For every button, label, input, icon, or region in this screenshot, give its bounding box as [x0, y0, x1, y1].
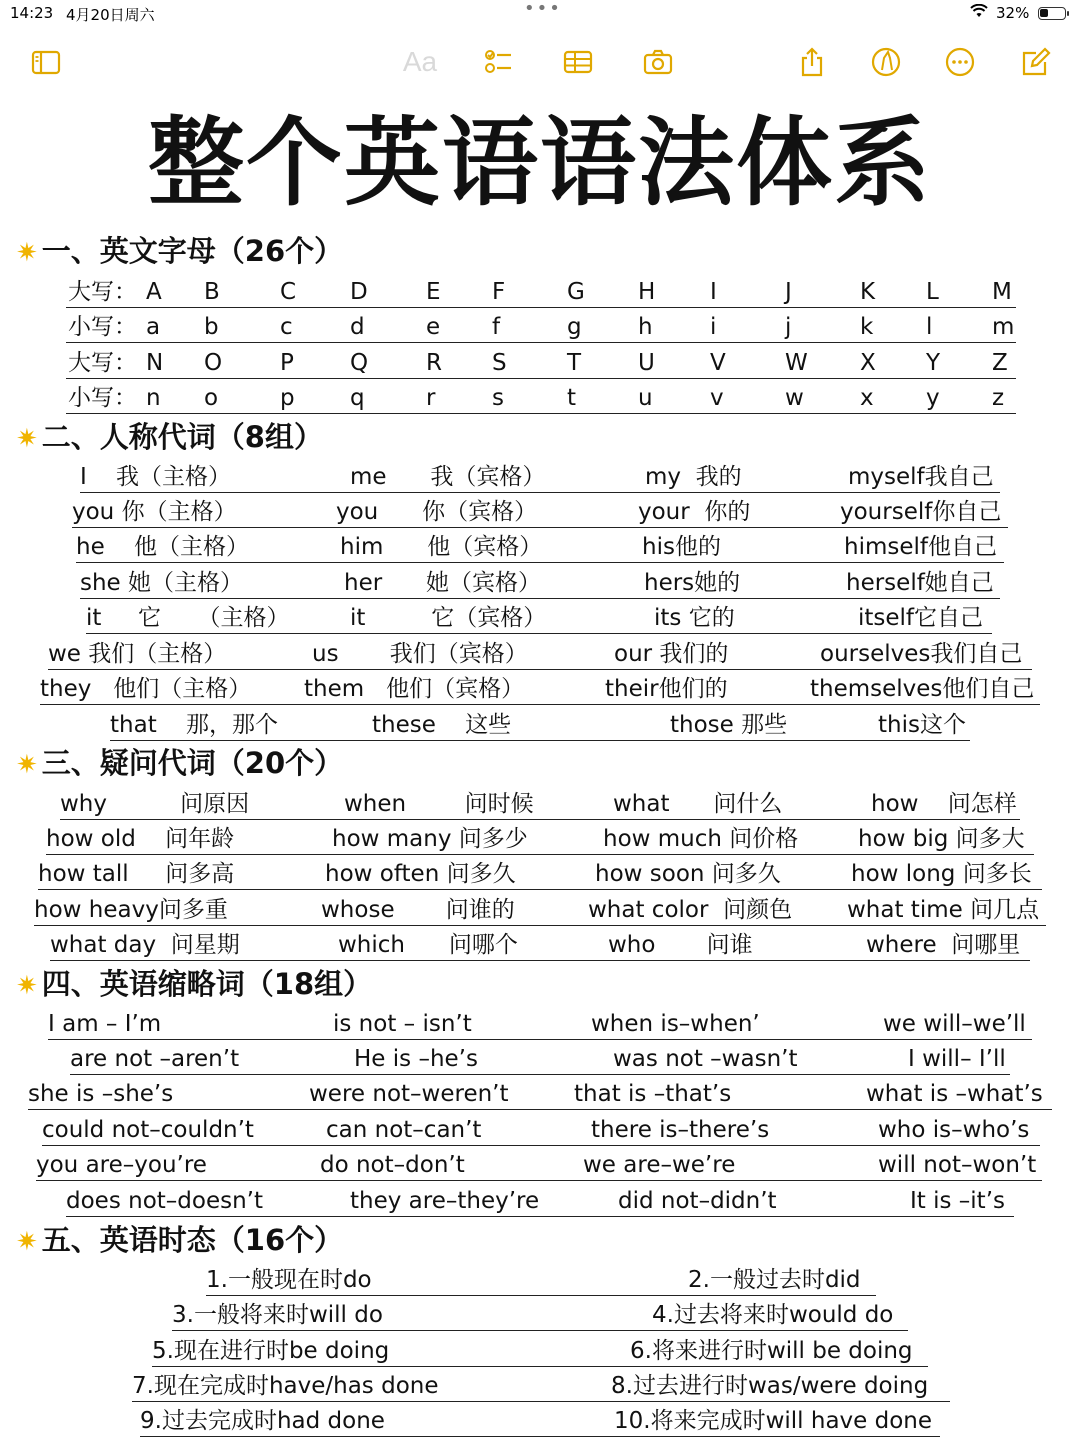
table-cell: myself我自己: [848, 464, 994, 490]
alphabet-letter: x: [860, 385, 874, 411]
checklist-icon[interactable]: [478, 42, 518, 82]
table-cell: did not–didn’t: [618, 1188, 777, 1214]
table-cell: my 我的: [645, 464, 742, 490]
alphabet-letter: M: [992, 279, 1012, 305]
table-cell: do not–don’t: [320, 1152, 465, 1178]
alphabet-letter: w: [785, 385, 804, 411]
underline: [36, 1180, 1042, 1181]
table-cell: how old 问年龄: [46, 826, 235, 852]
text-format-icon[interactable]: Aa: [402, 46, 438, 77]
table-cell: what time 问几点: [847, 897, 1040, 923]
status-time: 14:23: [10, 4, 54, 22]
underline: [48, 1039, 1032, 1040]
alphabet-letter: A: [146, 279, 162, 305]
table-cell: whose 问谁的: [321, 897, 515, 923]
table-cell: was not –wasn’t: [613, 1046, 798, 1072]
table-cell: there is–there’s: [591, 1117, 770, 1143]
alphabet-letter: E: [426, 279, 441, 305]
table-row: [0, 530, 1080, 565]
underline: [80, 598, 1000, 599]
underline: [172, 1330, 908, 1331]
table-row: [0, 1263, 1080, 1298]
underline: [86, 633, 992, 634]
table-row: [0, 310, 1080, 345]
table-row: [0, 1369, 1080, 1404]
table-cell: our 我们的: [614, 641, 729, 667]
camera-icon[interactable]: [638, 42, 678, 82]
table-row: [0, 672, 1080, 707]
table-cell: who is–who’s: [878, 1117, 1030, 1143]
alphabet-letter: s: [492, 385, 504, 411]
table-cell: does not–doesn’t: [66, 1188, 263, 1214]
alphabet-letter: v: [710, 385, 724, 411]
underline: [72, 527, 1008, 528]
star-icon: ✷: [16, 971, 38, 1001]
alphabet-letter: e: [426, 314, 441, 340]
alphabet-letter: b: [204, 314, 219, 340]
table-cell: I am – I’m: [48, 1011, 162, 1037]
table-cell: what is –what’s: [866, 1081, 1043, 1107]
table-cell: will not–won’t: [878, 1152, 1037, 1178]
alphabet-letter: U: [638, 350, 655, 376]
underline: [50, 960, 1030, 961]
table-cell: what 问什么: [613, 791, 783, 817]
section-heading-pronouns: ✷ 二、人称代词（8组）: [16, 420, 323, 454]
table-cell: that is –that’s: [574, 1081, 732, 1107]
markup-pen-icon[interactable]: [866, 42, 906, 82]
table-row: [0, 822, 1080, 857]
table-cell: me 我（宾格）: [350, 464, 546, 490]
battery-percent: 32%: [996, 4, 1030, 22]
alphabet-letter: k: [860, 314, 874, 340]
table-row: [0, 381, 1080, 416]
underline: [38, 889, 1042, 890]
alphabet-letter: y: [926, 385, 940, 411]
star-icon: ✷: [16, 1227, 38, 1257]
table-row: [0, 1113, 1080, 1148]
note-title: 整个英语语法体系: [148, 107, 932, 219]
alphabet-letter: j: [785, 314, 792, 340]
underline: [34, 925, 1046, 926]
star-icon: ✷: [16, 238, 38, 268]
table-cell: yourself你自己: [840, 499, 1002, 525]
table-cell: how often 问多久: [325, 861, 516, 887]
tense-item: 8.过去进行时was/were doing: [611, 1373, 929, 1399]
alphabet-letter: n: [146, 385, 161, 411]
table-cell: how tall 问多高: [38, 861, 235, 887]
alphabet-row-label: 大写：: [68, 279, 137, 305]
table-cell: this这个: [878, 712, 966, 738]
alphabet-letter: D: [350, 279, 368, 305]
wifi-icon: [970, 3, 988, 22]
table-cell: how much 问价格: [603, 826, 799, 852]
table-cell: its 它的: [654, 605, 735, 631]
alphabet-row-label: 大写：: [68, 350, 137, 376]
alphabet-letter: Q: [350, 350, 369, 376]
table-cell: what day 问星期: [50, 932, 240, 958]
tense-item: 7.现在完成时have/has done: [132, 1373, 439, 1399]
table-cell: it 它（宾格）: [350, 605, 547, 631]
table-cell: how many 问多少: [332, 826, 528, 852]
alphabet-letter: c: [280, 314, 293, 340]
section-heading-tenses: ✷ 五、英语时态（16个）: [16, 1223, 344, 1257]
table-cell: I will– I’ll: [908, 1046, 1006, 1072]
tense-item: 5.现在进行时be doing: [152, 1338, 390, 1364]
alphabet-letter: l: [926, 314, 933, 340]
alphabet-letter: I: [710, 279, 717, 305]
multitasking-dots-icon[interactable]: •••: [524, 0, 562, 19]
underline: [46, 854, 1034, 855]
table-cell: he 他（主格）: [76, 534, 249, 560]
alphabet-letter: m: [992, 314, 1015, 340]
table-cell: you 你（主格）: [72, 499, 237, 525]
table-cell: his他的: [642, 534, 721, 560]
battery-icon: [1038, 7, 1066, 20]
underline: [110, 740, 970, 741]
more-icon[interactable]: [940, 42, 980, 82]
alphabet-letter: O: [204, 350, 223, 376]
alphabet-letter: Z: [992, 350, 1008, 376]
section-heading-contractions: ✷ 四、英语缩略词（18组）: [16, 967, 373, 1001]
table-cell: how soon 问多久: [595, 861, 781, 887]
table-row: [0, 857, 1080, 892]
table-cell: it 它 （主格）: [86, 605, 290, 631]
alphabet-row-label: 小写：: [68, 314, 137, 340]
alphabet-letter: h: [638, 314, 653, 340]
table-row: [0, 495, 1080, 530]
underline: [66, 378, 1016, 379]
tense-item: 2.一般过去时did: [688, 1267, 861, 1293]
table-cell: they 他们（主格）: [40, 676, 252, 702]
table-cell: those 那些: [670, 712, 788, 738]
table-cell: him 他（宾格）: [340, 534, 543, 560]
table-cell: her 她（宾格）: [344, 570, 542, 596]
table-cell: these 这些: [372, 712, 512, 738]
star-icon: ✷: [16, 424, 38, 454]
alphabet-letter: u: [638, 385, 653, 411]
alphabet-letter: p: [280, 385, 295, 411]
alphabet-letter: N: [146, 350, 164, 376]
table-cell: himself他自己: [844, 534, 997, 560]
table-cell: us 我们（宾格）: [312, 641, 528, 667]
underline: [40, 704, 1040, 705]
table-row: [0, 787, 1080, 822]
alphabet-letter: F: [492, 279, 506, 305]
alphabet-letter: S: [492, 350, 507, 376]
table-cell: where 问哪里: [866, 932, 1021, 958]
alphabet-letter: q: [350, 385, 365, 411]
tense-item: 10.将来完成时will have done: [614, 1408, 933, 1434]
underline: [42, 1145, 1040, 1146]
table-cell: when 问时候: [344, 791, 534, 817]
status-bar: [0, 0, 1080, 28]
table-cell: how 问怎样: [871, 791, 1017, 817]
alphabet-letter: z: [992, 385, 1005, 411]
table-row: [0, 1077, 1080, 1112]
table-row: [0, 1298, 1080, 1333]
table-cell: It is –it’s: [910, 1188, 1005, 1214]
alphabet-letter: a: [146, 314, 161, 340]
underline: [152, 1366, 928, 1367]
underline: [66, 307, 1016, 308]
table-cell: how long 问多长: [851, 861, 1032, 887]
alphabet-letter: L: [926, 279, 939, 305]
table-cell: they are–they’re: [350, 1188, 540, 1214]
table-row: [0, 346, 1080, 381]
table-cell: we will–we’ll: [883, 1011, 1026, 1037]
table-cell: are not –aren’t: [70, 1046, 240, 1072]
table-cell: is not – isn’t: [333, 1011, 472, 1037]
tense-item: 9.过去完成时had done: [140, 1408, 385, 1434]
underline: [28, 1109, 1052, 1110]
table-cell: she is –she’s: [28, 1081, 174, 1107]
table-cell: their他们的: [605, 676, 728, 702]
table-cell: them 他们（宾格）: [304, 676, 525, 702]
table-cell: themselves他们自己: [810, 676, 1035, 702]
underline: [140, 1436, 940, 1437]
alphabet-letter: K: [860, 279, 876, 305]
underline: [70, 1074, 1010, 1075]
tense-item: 4.过去将来时would do: [652, 1302, 894, 1328]
table-cell: why 问原因: [60, 791, 250, 817]
table-row: [0, 928, 1080, 963]
alphabet-letter: V: [710, 350, 726, 376]
underline: [76, 562, 1004, 563]
alphabet-letter: o: [204, 385, 219, 411]
table-cell: you 你（宾格）: [336, 499, 538, 525]
underline: [66, 342, 1016, 343]
table-cell: I 我（主格）: [80, 464, 232, 490]
alphabet-letter: t: [567, 385, 577, 411]
table-cell: hers她的: [644, 570, 741, 596]
section-heading-alphabet: ✷ 一、英文字母（26个）: [16, 234, 344, 268]
table-cell: when is–when’: [591, 1011, 760, 1037]
table-cell: could not–couldn’t: [42, 1117, 254, 1143]
table-cell: He is –he’s: [354, 1046, 478, 1072]
table-row: [0, 566, 1080, 601]
share-icon[interactable]: [792, 42, 832, 82]
underline: [60, 819, 1020, 820]
underline: [132, 1401, 950, 1402]
alphabet-letter: R: [426, 350, 442, 376]
alphabet-letter: C: [280, 279, 297, 305]
alphabet-letter: W: [785, 350, 808, 376]
table-row: [0, 1042, 1080, 1077]
alphabet-letter: H: [638, 279, 656, 305]
alphabet-row-label: 小写：: [68, 385, 137, 411]
table-cell: ourselves我们自己: [820, 641, 1023, 667]
table-cell: how heavy问多重: [34, 897, 228, 923]
underline: [66, 413, 1016, 414]
underline: [206, 1295, 876, 1296]
tense-item: 6.将来进行时will be doing: [630, 1338, 913, 1364]
alphabet-letter: P: [280, 350, 294, 376]
star-icon: ✷: [16, 750, 38, 780]
notes-toolbar: [0, 36, 1080, 86]
table-cell: we 我们（主格）: [48, 641, 227, 667]
underline: [48, 669, 1032, 670]
alphabet-letter: f: [492, 314, 501, 340]
sidebar-icon[interactable]: [26, 42, 66, 82]
alphabet-letter: G: [567, 279, 585, 305]
table-row: [0, 637, 1080, 672]
table-row: [0, 275, 1080, 310]
alphabet-letter: X: [860, 350, 876, 376]
section-heading-interrogatives: ✷ 三、疑问代词（20个）: [16, 746, 344, 780]
alphabet-letter: J: [785, 279, 792, 305]
alphabet-letter: T: [567, 350, 582, 376]
table-cell: we are–we’re: [583, 1152, 736, 1178]
compose-icon[interactable]: [1016, 42, 1056, 82]
table-cell: what color 问颜色: [588, 897, 793, 923]
table-cell: that 那，那个: [110, 712, 278, 738]
alphabet-letter: r: [426, 385, 436, 411]
alphabet-letter: d: [350, 314, 365, 340]
table-cell: itself它自己: [858, 605, 984, 631]
table-cell: can not–can’t: [326, 1117, 482, 1143]
table-row: [0, 1148, 1080, 1183]
table-row: [0, 601, 1080, 636]
table-row: [0, 1184, 1080, 1219]
table-row: [0, 1404, 1080, 1439]
table-cell: which 问哪个: [338, 932, 518, 958]
table-row: [0, 708, 1080, 743]
table-cell: you are–you’re: [36, 1152, 207, 1178]
table-cell: how big 问多大: [858, 826, 1025, 852]
table-row: [0, 1007, 1080, 1042]
table-row: [0, 460, 1080, 495]
alphabet-letter: B: [204, 279, 220, 305]
table-row: [0, 1334, 1080, 1369]
underline: [80, 492, 1000, 493]
table-cell: who 问谁: [608, 932, 753, 958]
table-icon[interactable]: [558, 42, 598, 82]
status-date: 4月20日周六: [66, 6, 155, 24]
table-cell: herself她自己: [846, 570, 994, 596]
alphabet-letter: i: [710, 314, 717, 340]
tense-item: 1.一般现在时do: [206, 1267, 372, 1293]
table-cell: she 她（主格）: [80, 570, 244, 596]
alphabet-letter: g: [567, 314, 582, 340]
underline: [66, 1216, 1014, 1217]
tense-item: 3.一般将来时will do: [172, 1302, 383, 1328]
table-cell: your 你的: [638, 499, 751, 525]
table-cell: were not–weren’t: [309, 1081, 509, 1107]
alphabet-letter: Y: [926, 350, 941, 376]
table-row: [0, 893, 1080, 928]
